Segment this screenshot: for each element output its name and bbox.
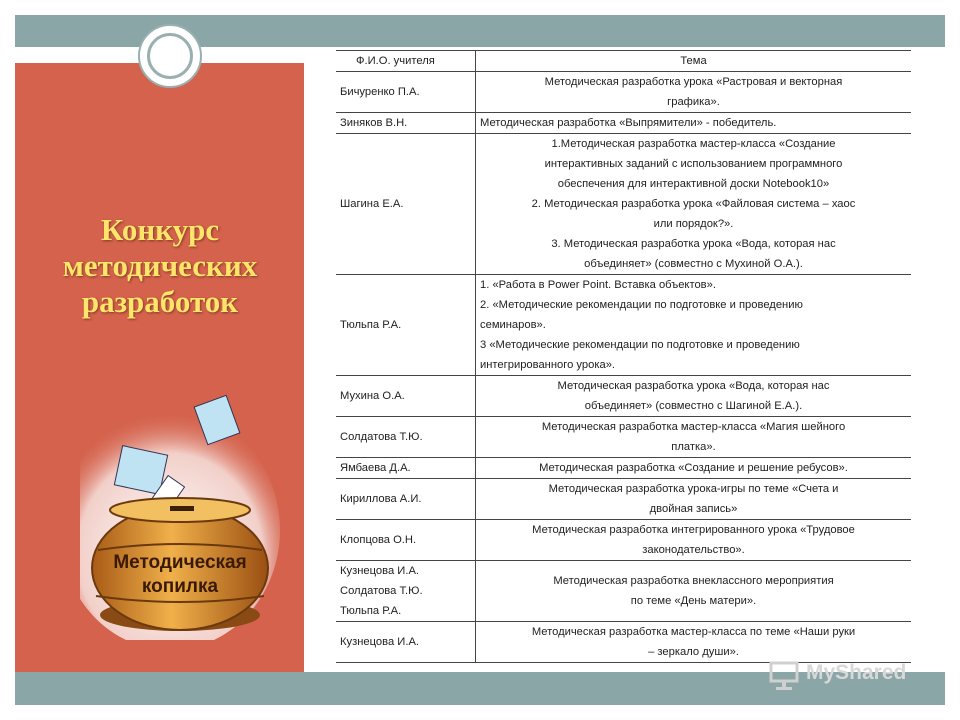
- table-row: [336, 417, 911, 458]
- watermark-text: MyShared: [806, 661, 907, 684]
- topic-cell: [476, 417, 912, 458]
- topic-line: – зеркало души».: [648, 646, 739, 658]
- topic-line: интегрированного урока».: [480, 359, 616, 371]
- teacher-name-cell: [336, 479, 476, 520]
- title-line: Конкурс: [100, 212, 220, 247]
- awards-table: [336, 50, 911, 663]
- watermark: [768, 655, 928, 695]
- table-row: [336, 458, 911, 479]
- topic-line: Методическая разработка урока-игры по теме «Счета и: [548, 483, 839, 495]
- topic-cell: [476, 72, 912, 113]
- teacher-name-cell: [336, 376, 476, 417]
- topic-line: Методическая разработка мастер-класса по теме «Наши руки: [531, 626, 856, 638]
- topic-line: 1. «Работа в Power Point. Вставка объектов».: [480, 279, 716, 291]
- topic-line: по теме «День матери».: [630, 595, 757, 607]
- table-row: [336, 113, 911, 134]
- topic-line: объединяет» (совместно с Шагиной Е.А.).: [584, 400, 803, 412]
- teacher-name: Тюльпа Р.А.: [340, 605, 402, 617]
- teacher-name-cell: [336, 622, 476, 663]
- teacher-name-cell: [336, 134, 476, 275]
- column-header-name: Ф.И.О. учителя: [336, 51, 476, 72]
- teacher-name: Клопцова О.Н.: [340, 534, 417, 546]
- topic-line: 3 «Методические рекомендации по подготовке и проведению: [480, 339, 800, 351]
- topic-line: Методическая разработка урока «Вода, которая нас: [557, 380, 830, 392]
- table-row: [336, 275, 911, 376]
- topic-line: Методическая разработка «Выпрямители» - победитель.: [480, 117, 777, 129]
- topic-line: объединяет» (совместно с Мухиной О.А.).: [584, 258, 803, 270]
- presentation-icon: [768, 659, 800, 691]
- topic-cell: [476, 134, 912, 275]
- teacher-name: Бичуренко П.А.: [340, 86, 420, 98]
- topic-line: 1.Методическая разработка мастер-класса «Создание: [551, 138, 836, 150]
- topic-line: семинаров».: [480, 319, 546, 331]
- ring-ornament: [138, 24, 202, 88]
- topic-line: графика».: [667, 96, 720, 108]
- topic-line: 3. Методическая разработка урока «Вода, которая нас: [551, 238, 836, 250]
- title-line: разработок: [81, 284, 239, 319]
- table-row: [336, 134, 911, 275]
- table-header-row: [336, 51, 911, 72]
- topic-line: 2. Методическая разработка урока «Файловая система – хаос: [531, 198, 856, 210]
- teacher-name-cell: [336, 72, 476, 113]
- topic-cell: [476, 458, 912, 479]
- topic-line: Методическая разработка урока «Растровая и векторная: [544, 76, 843, 88]
- topic-cell: [476, 113, 912, 134]
- teacher-name: Мухина О.А.: [340, 390, 405, 402]
- teacher-name-cell: [336, 417, 476, 458]
- topic-line: или порядок?».: [653, 218, 734, 230]
- teacher-name: Кириллова А.И.: [340, 493, 422, 505]
- topic-line: Методическая разработка мастер-класса «Магия шейного: [541, 421, 846, 433]
- teacher-name-cell: [336, 275, 476, 376]
- teacher-name-cell: [336, 561, 476, 622]
- column-header-topic: Тема: [476, 51, 912, 72]
- topic-line: Методическая разработка «Создание и решение ребусов».: [539, 462, 848, 474]
- topic-cell: [476, 520, 912, 561]
- teacher-name: Кузнецова И.А.: [340, 636, 420, 648]
- teacher-name: Солдатова Т.Ю.: [340, 585, 423, 597]
- topic-line: Методическая разработка интегрированного урока «Трудовое: [532, 524, 855, 536]
- slide-title: [30, 212, 290, 320]
- teacher-name: Шагина Е.А.: [340, 198, 404, 210]
- table-row: [336, 479, 911, 520]
- topic-line: Методическая разработка внеклассного мероприятия: [553, 575, 834, 587]
- topic-line: интерактивных заданий с использованием программного: [544, 158, 843, 170]
- topic-line: законодательство».: [642, 544, 745, 556]
- topic-cell: [476, 376, 912, 417]
- topic-cell: [476, 479, 912, 520]
- teacher-name: Ямбаева Д.А.: [340, 462, 411, 474]
- topic-line: обеспечения для интерактивной доски Notebook10»: [557, 178, 830, 190]
- topic-line: 2. «Методические рекомендации по подготовке и проведению: [480, 299, 803, 311]
- title-line: методических: [62, 248, 258, 283]
- piggy-bank-illustration: [80, 390, 280, 640]
- teacher-name: Зиняков В.Н.: [340, 117, 408, 129]
- table-row: [336, 72, 911, 113]
- table-row: [336, 520, 911, 561]
- barrel-label: копилка: [141, 576, 219, 597]
- teacher-name-cell: [336, 458, 476, 479]
- table-row: [336, 376, 911, 417]
- barrel-label: Методическая: [113, 552, 247, 573]
- topic-line: платка».: [671, 441, 716, 453]
- teacher-name-cell: [336, 520, 476, 561]
- teacher-name-cell: [336, 113, 476, 134]
- topic-cell: [476, 275, 912, 376]
- teacher-name: Солдатова Т.Ю.: [340, 431, 423, 443]
- topic-cell: [476, 561, 912, 622]
- topic-line: двойная запись»: [649, 503, 738, 515]
- table-row: [336, 561, 911, 622]
- teacher-name: Кузнецова И.А.: [340, 565, 420, 577]
- teacher-name: Тюльпа Р.А.: [340, 319, 402, 331]
